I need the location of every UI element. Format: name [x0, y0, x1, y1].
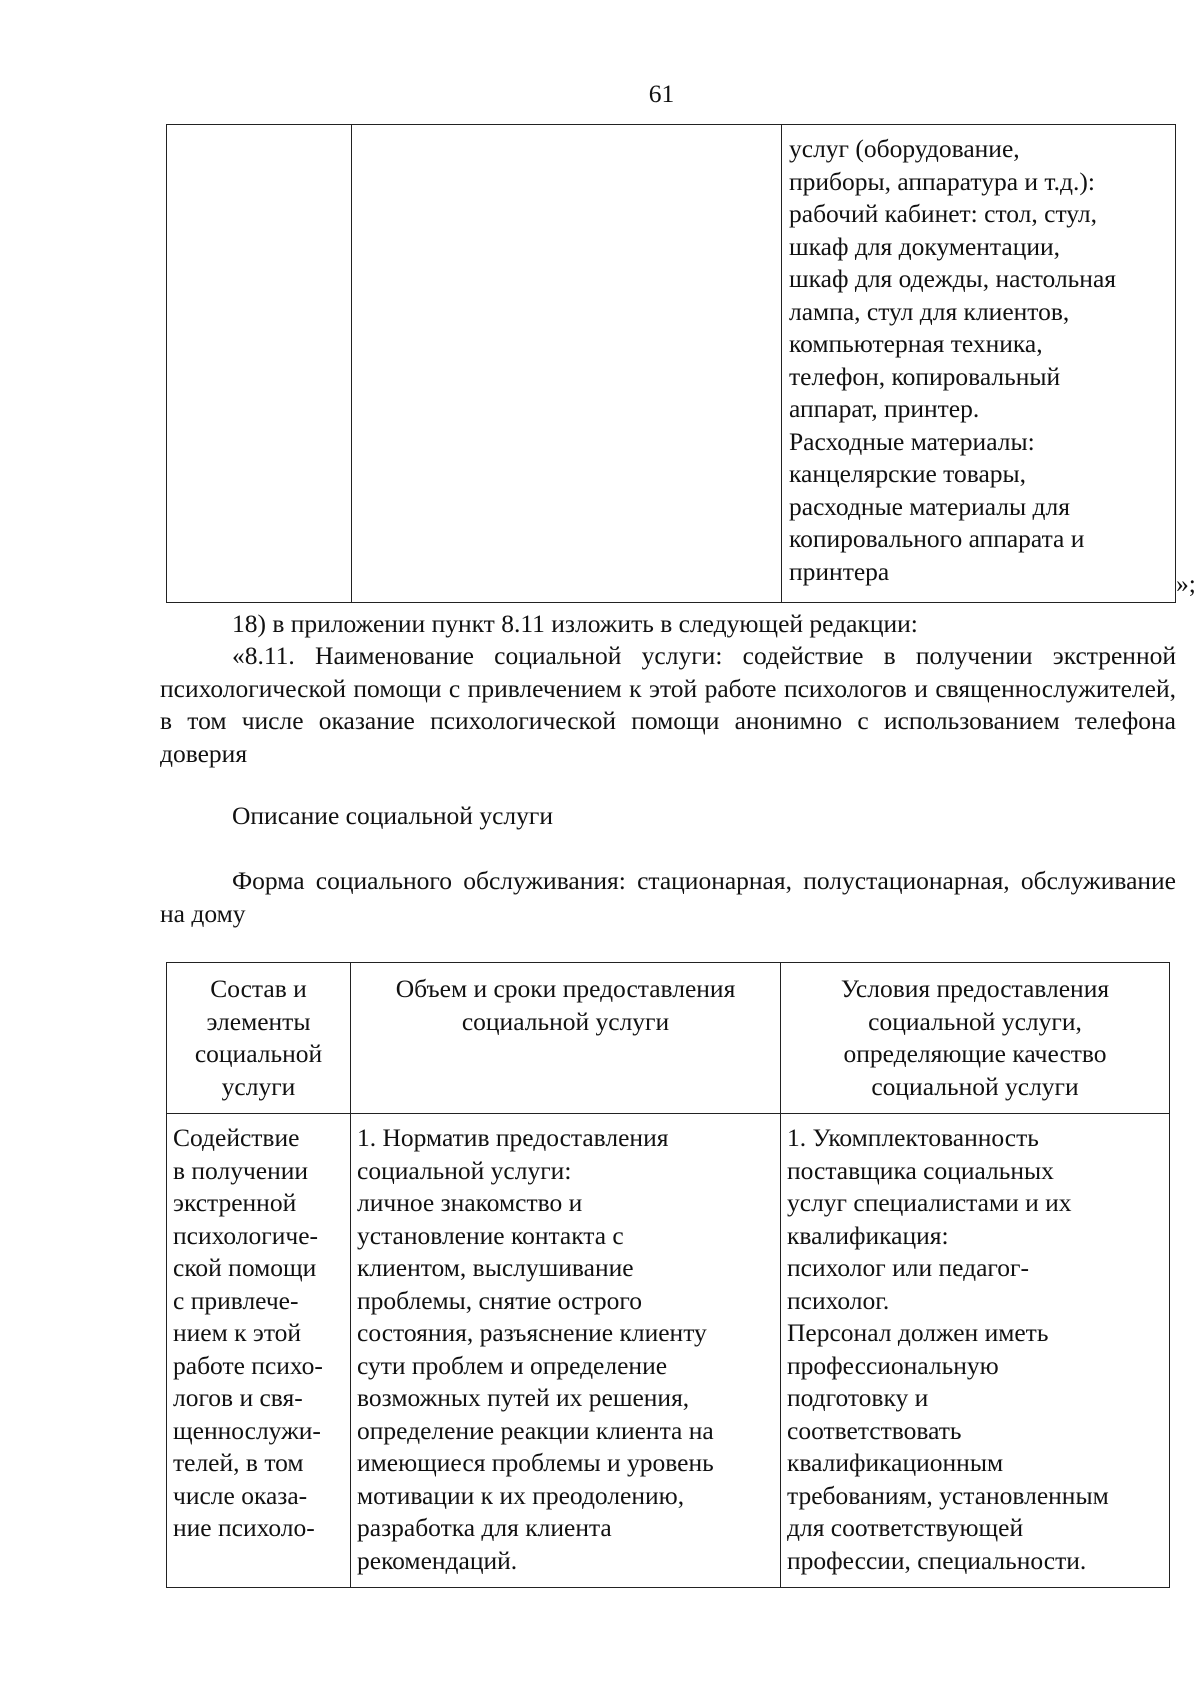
continuation-table — [166, 124, 1176, 603]
table-header-row — [167, 963, 1170, 1114]
header-volume-terms: Объем и сроки предоставления социальной услуги — [351, 963, 781, 1114]
table-row — [167, 1114, 1170, 1588]
description-heading: Описание социальной услуги — [232, 801, 553, 830]
header-conditions: Условия предоставления социальной услуги, определяющие качество социальной услуги — [781, 963, 1170, 1114]
item-18-paragraph: 18) в приложении пункт 8.11 изложить в следующей редакции: — [232, 609, 918, 638]
table-column-divider — [781, 125, 782, 602]
cell-volume-terms: 1. Норматив предоставления социальной услуги: личное знакомство и установление контакта с клиентом, выслушивание проблемы, снятие острого состояния, разъяснение клиенту сути проблем и определение возможных путей их решения, определение реакции клиента на имеющиеся проблемы и уровень мотивации к их преодолению, разработка для клиента рекомендаций. — [351, 1114, 781, 1588]
cell-conditions: 1. Укомплектованность поставщика социальных услуг специалистами и их квалификация: психолог или педагог- психолог. Персонал должен иметь профессиональную подготовку и соответствовать квалификационным требованиям, установленным для соответствующей профессии, специальности. — [781, 1114, 1170, 1588]
service-table — [166, 962, 1170, 1588]
page-number: 61 — [648, 79, 675, 108]
item-8-11-paragraph: «8.11. Наименование социальной услуги: содействие в получении экстренной психологической помощи с привлечением к этой работе психологов и священнослужителей, в том числе оказание психологической помощи анонимно с использованием телефона доверия — [160, 641, 1176, 768]
closing-quote: »; — [1176, 569, 1196, 598]
header-composition: Состав и элементы социальной услуги — [167, 963, 351, 1114]
table-column-divider — [351, 125, 352, 602]
equipment-cell: услуг (оборудование, приборы, аппаратура и т.д.): рабочий кабинет: стол, стул, шкаф для документации, шкаф для одежды, настольная лампа, стул для клиентов, компьютерная техника, телефон, копировальный аппарат, принтер. Расходные материалы: канцелярские товары, расходные материалы для копировального аппарата и принтера — [789, 134, 1116, 586]
cell-composition: Содействие в получении экстренной психологиче- ской помощи с привлече- нием к этой работе психо- логов и свя- щеннослужи- телей, в том числе оказа- ние психоло- — [167, 1114, 351, 1588]
service-form-paragraph: Форма социального обслуживания: стационарная, полустационарная, обслуживание на дому — [160, 866, 1176, 928]
